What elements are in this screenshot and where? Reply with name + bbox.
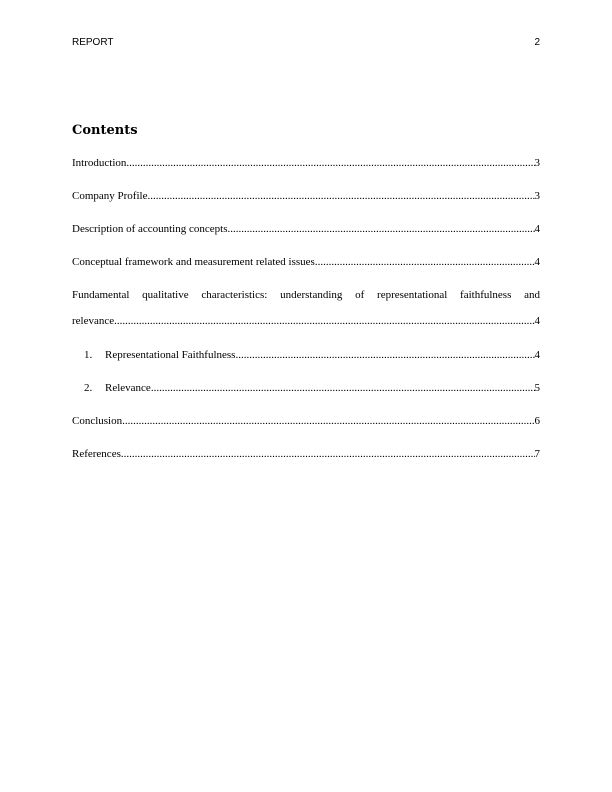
toc-entry-page: 7	[534, 448, 540, 460]
toc-leader-dots	[227, 218, 534, 240]
toc-entry-label: Introduction	[72, 157, 127, 169]
toc-entry-references[interactable]	[72, 443, 540, 476]
table-of-contents	[72, 152, 540, 476]
header-page-number: 2	[534, 37, 540, 48]
toc-entry-company-profile[interactable]	[72, 185, 540, 218]
toc-entry-page: 4	[534, 349, 540, 361]
toc-entry-page: 4	[534, 223, 540, 235]
toc-leader-dots	[147, 185, 534, 207]
toc-entry-label: Description of accounting concepts	[72, 223, 228, 235]
toc-entry-label: Company Profile	[72, 190, 148, 202]
toc-entry-page: 4	[534, 256, 540, 268]
toc-leader-dots	[114, 310, 534, 332]
toc-leader-dots	[126, 152, 534, 174]
toc-entry-label: Conceptual framework and measurement related issues	[72, 256, 315, 268]
toc-entry-conclusion[interactable]	[72, 410, 540, 443]
toc-entry-fundamental-qualitative-characteristics[interactable]	[72, 284, 540, 344]
toc-entry-page: 3	[534, 157, 540, 169]
toc-entry-label: Conclusion	[72, 415, 123, 427]
toc-leader-dots	[235, 344, 534, 366]
toc-entry-representational-faithfulness[interactable]	[72, 344, 540, 377]
toc-entry-marker: 1.	[84, 349, 93, 361]
toc-entry-label: Representational Faithfulness	[105, 349, 236, 361]
toc-leader-dots	[315, 251, 535, 273]
toc-entry-conceptual-framework[interactable]	[72, 251, 540, 284]
toc-entry-page: 4	[534, 315, 540, 327]
toc-entry-introduction[interactable]	[72, 152, 540, 185]
toc-entry-label: Relevance	[105, 382, 151, 394]
toc-entry-label: References	[72, 448, 121, 460]
toc-entry-relevance[interactable]	[72, 377, 540, 410]
toc-leader-dots	[151, 377, 535, 399]
toc-entry-marker: 2.	[84, 382, 93, 394]
toc-entry-page: 6	[534, 415, 540, 427]
toc-entry-page: 3	[534, 190, 540, 202]
page-header	[72, 36, 540, 50]
toc-entry-description-of-accounting-concepts[interactable]	[72, 218, 540, 251]
toc-entry-label-line1: Fundamental qualitative characteristics: understanding of representational faithfulness and	[72, 289, 540, 301]
header-title: REPORT	[72, 37, 114, 48]
toc-entry-label-line2: relevance	[72, 315, 115, 327]
toc-leader-dots	[122, 410, 534, 432]
toc-heading: Contents	[72, 123, 138, 138]
toc-leader-dots	[121, 443, 535, 465]
toc-entry-page: 5	[534, 382, 540, 394]
